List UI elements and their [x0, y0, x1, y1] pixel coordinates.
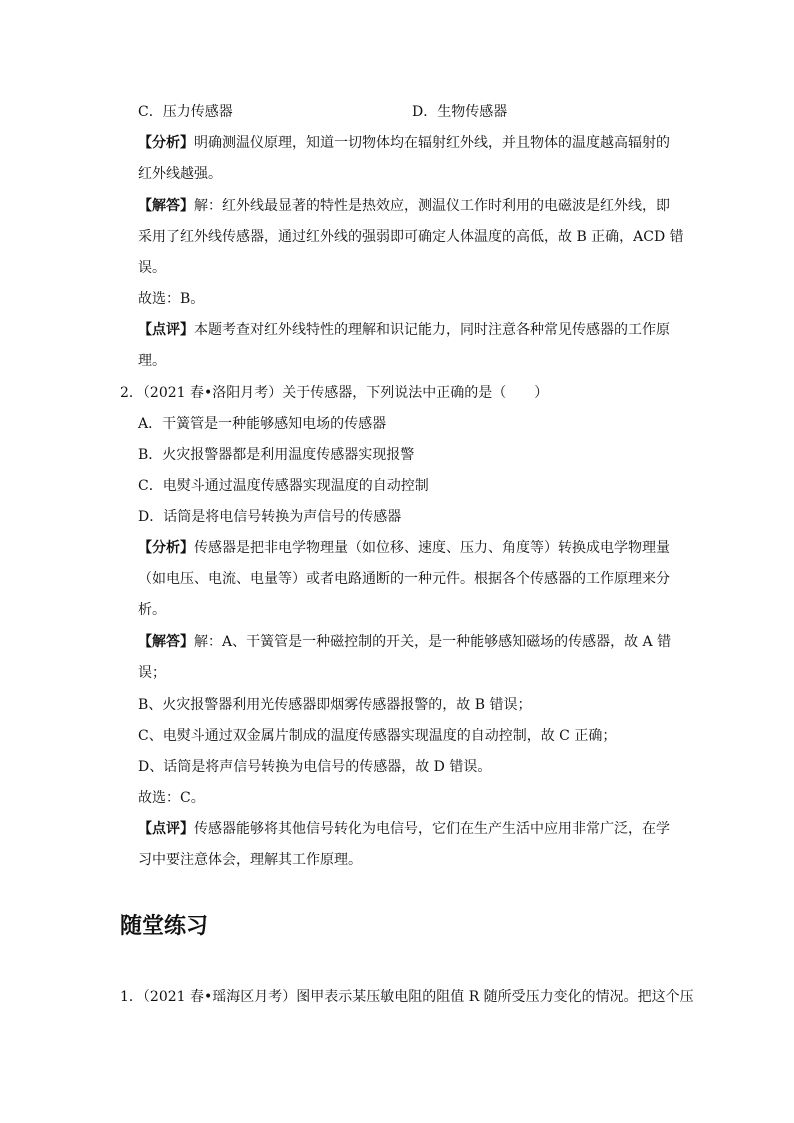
comment-text: 习中要注意体会，理解其工作原理。 [138, 852, 362, 868]
analysis-line [138, 134, 670, 152]
answer-text: D、话筒是将声信号转换为电信号的传感器，故 D 错误。 [138, 759, 492, 775]
option-a: A．干簧管是一种能够感知电场的传感器 [138, 416, 387, 432]
choice-line: 故选：B。 [138, 291, 205, 307]
answer-text: 采用了红外线传感器，通过红外线的强弱即可确定人体温度的高低，故 B 正确，ACD 错 [138, 229, 684, 245]
analysis-line [138, 539, 670, 557]
comment-tag: 【点评】 [138, 821, 194, 837]
comment-text: 本题考查对红外线特性的理解和识记能力，同时注意各种常见传感器的工作原 [194, 322, 670, 338]
question-stem: 1．（2021 春•瑶海区月考）图甲表示某压敏电阻的阻值 R 随所受压力变化的情况。把这个压 [120, 989, 694, 1005]
answer-text: 解：A、干簧管是一种磁控制的开关，是一种能够感知磁场的传感器，故 A 错 [194, 634, 672, 650]
analysis-text: 红外线越强。 [138, 166, 222, 182]
answer-text: 解：红外线最显著的特性是热效应，测温仪工作时利用的电磁波是红外线，即 [194, 198, 670, 214]
comment-text: 传感器能够将其他信号转化为电信号，它们在生产生活中应用非常广泛，在学 [194, 821, 670, 837]
comment-line [138, 820, 670, 838]
section-title: 随堂练习 [120, 914, 209, 939]
answer-tag: 【解答】 [138, 634, 194, 650]
analysis-text: 析。 [138, 602, 166, 618]
answer-text: C、电熨斗通过双金属片制成的温度传感器实现温度的自动控制，故 C 正确； [138, 728, 617, 744]
option-b: B．火灾报警器都是利用温度传感器实现报警 [138, 447, 415, 463]
analysis-text: 传感器是把非电学物理量（如位移、速度、压力、角度等）转换成电学物理量 [194, 540, 670, 556]
option-d: D．话筒是将电信号转换为声信号的传感器 [138, 509, 402, 525]
answer-line [138, 633, 671, 651]
option-c: C．电熨斗通过温度传感器实现温度的自动控制 [138, 478, 429, 494]
comment-text: 理。 [138, 353, 166, 369]
answer-text: 误。 [138, 260, 166, 276]
question-stem: 2．（2021 春•洛阳月考）关于传感器，下列说法中正确的是（ ） [120, 385, 549, 401]
option-c: C．压力传感器 [138, 104, 233, 120]
choice-line: 故选：C。 [138, 790, 205, 806]
analysis-text: 明确测温仪原理，知道一切物体均在辐射红外线，并且物体的温度越高辐射的 [194, 135, 670, 151]
analysis-tag: 【分析】 [138, 540, 194, 556]
comment-tag: 【点评】 [138, 322, 194, 338]
answer-text: B、火灾报警器利用光传感器即烟雾传感器报警的，故 B 错误； [138, 697, 532, 713]
answer-tag: 【解答】 [138, 198, 194, 214]
answer-text: 误； [138, 665, 166, 681]
analysis-tag: 【分析】 [138, 135, 194, 151]
comment-line [138, 321, 670, 339]
analysis-text: （如电压、电流、电量等）或者电路通断的一种元件。根据各个传感器的工作原理来分 [138, 571, 670, 587]
answer-line [138, 197, 670, 215]
option-d: D．生物传感器 [412, 104, 508, 120]
